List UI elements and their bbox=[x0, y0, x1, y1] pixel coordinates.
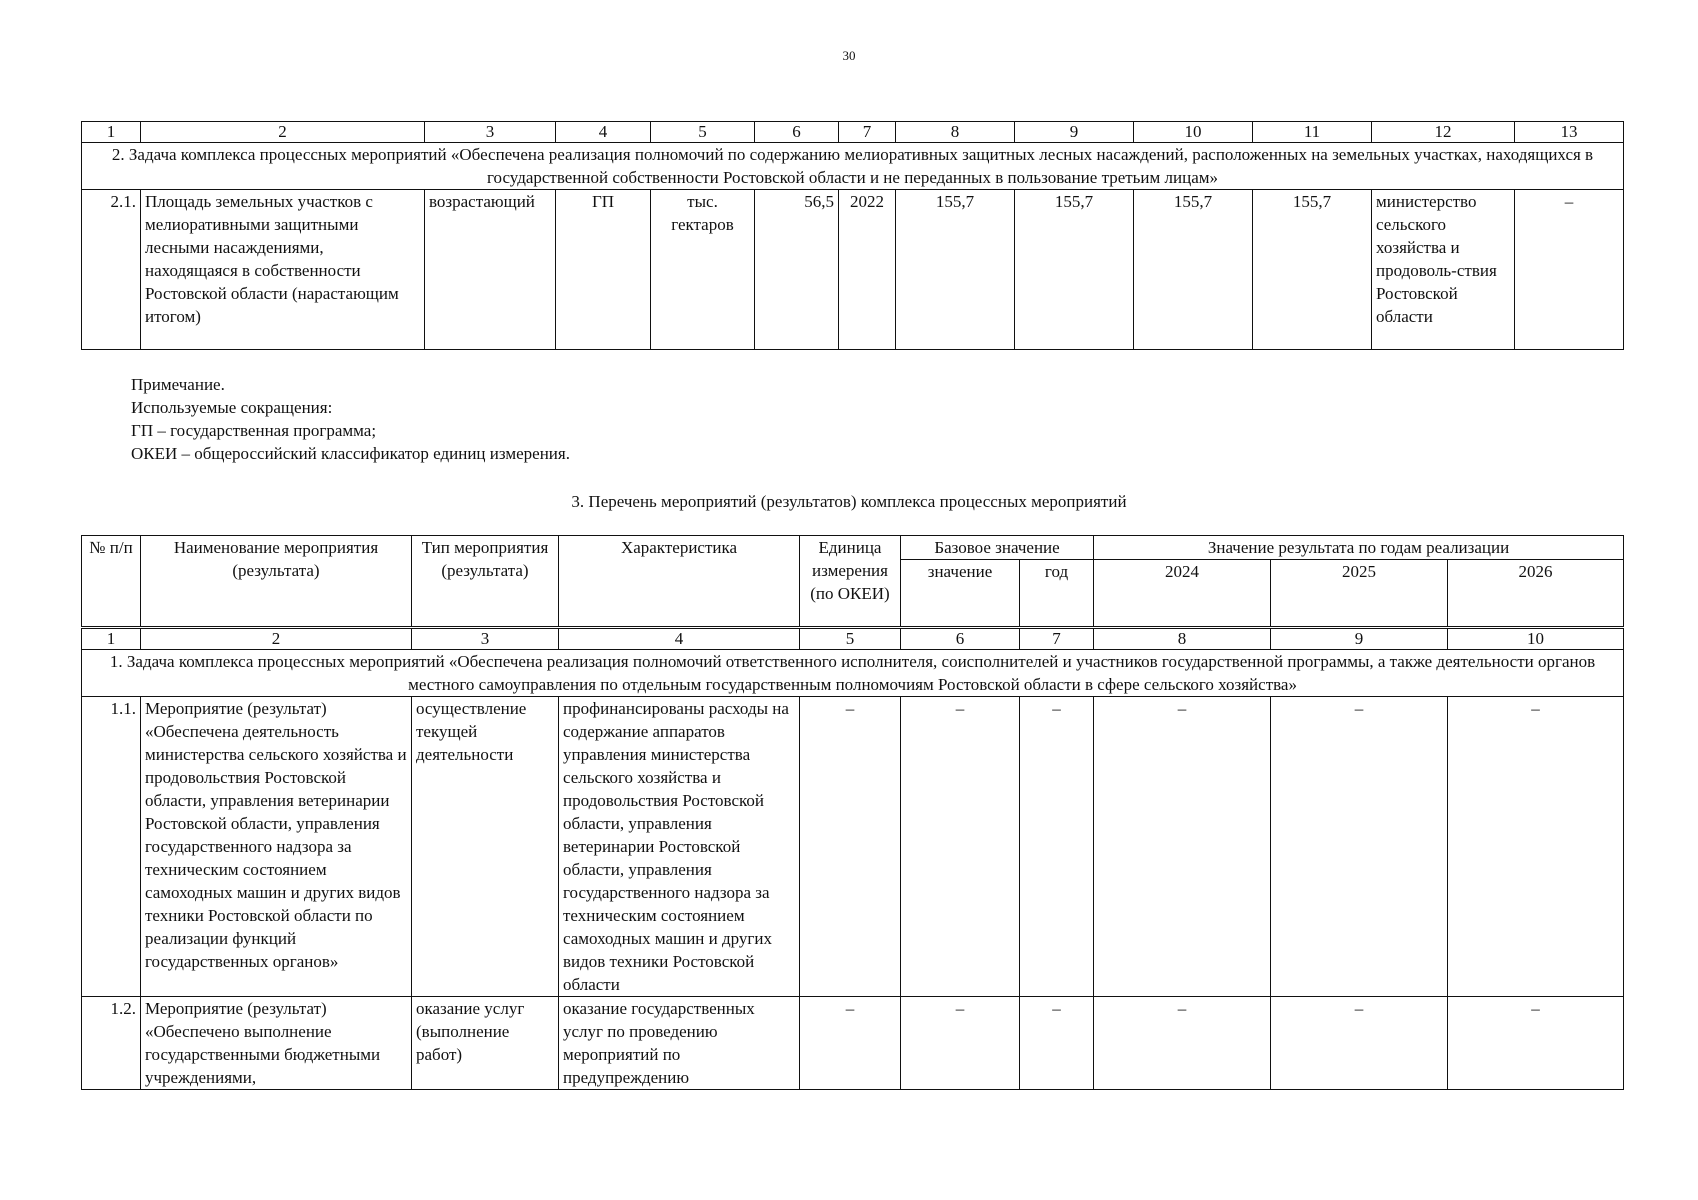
measure-value-2026: – bbox=[1448, 997, 1624, 1090]
task-row bbox=[82, 143, 1624, 190]
measure-unit: – bbox=[800, 697, 901, 997]
measure-type: осуществление текущей деятельности bbox=[412, 697, 559, 997]
col-number: 5 bbox=[651, 122, 755, 143]
note-heading: Примечание. bbox=[131, 375, 225, 394]
indicators-table bbox=[81, 121, 1624, 350]
header-row bbox=[82, 536, 1624, 560]
indicator-trend: возрастающий bbox=[425, 190, 556, 350]
col-number: 3 bbox=[412, 628, 559, 650]
col-number: 8 bbox=[896, 122, 1015, 143]
base-value: 56,5 bbox=[755, 190, 839, 350]
responsible-executor: министерство сельского хозяйства и продоволь-ствия Ростовской области bbox=[1372, 190, 1515, 350]
col-number: 7 bbox=[839, 122, 896, 143]
col-number: 7 bbox=[1020, 628, 1094, 650]
measure-type: оказание услуг (выполнение работ) bbox=[412, 997, 559, 1090]
measure-value-2026: – bbox=[1448, 697, 1624, 997]
note-abbreviations-label: Используемые сокращения: bbox=[131, 398, 333, 417]
measure-unit: – bbox=[800, 997, 901, 1090]
row-number: 1.2. bbox=[82, 997, 141, 1090]
header-year-2024: 2024 bbox=[1094, 560, 1271, 628]
column-numbers-row bbox=[82, 628, 1624, 650]
note-abbreviation-okei: ОКЕИ – общероссийский классификатор единиц измерения. bbox=[131, 444, 570, 463]
header-number: № п/п bbox=[82, 536, 141, 628]
col-number: 9 bbox=[1271, 628, 1448, 650]
row-number: 1.1. bbox=[82, 697, 141, 997]
task-heading: 2. Задача комплекса процессных мероприятий «Обеспечена реализация полномочий по содержанию мелиоративных защитных лесных насаждений, расположенных на земельных участках, находящихся в государственной собственности Ростовской области и не переданных в пользование третьим лицам» bbox=[82, 143, 1624, 190]
col-number: 2 bbox=[141, 628, 412, 650]
col-number: 3 bbox=[425, 122, 556, 143]
col-number: 12 bbox=[1372, 122, 1515, 143]
table-row bbox=[82, 997, 1624, 1090]
col-number: 10 bbox=[1134, 122, 1253, 143]
measure-base-value: – bbox=[901, 997, 1020, 1090]
column-numbers-row bbox=[82, 122, 1624, 143]
task-row bbox=[82, 650, 1624, 697]
col-number: 4 bbox=[559, 628, 800, 650]
measure-base-year: – bbox=[1020, 697, 1094, 997]
col-number: 1 bbox=[82, 628, 141, 650]
measure-name: Мероприятие (результат) «Обеспечена деятельность министерства сельского хозяйства и продовольствия Ростовской области, управления ветеринарии Ростовской области, управления государственного надзора за техническим состоянием самоходных машин и других видов техники Ростовской области по реализации функций государственных органов» bbox=[141, 697, 412, 997]
table-row bbox=[82, 190, 1624, 350]
measure-base-year: – bbox=[1020, 997, 1094, 1090]
row-number: 2.1. bbox=[82, 190, 141, 350]
header-base-value: значение bbox=[901, 560, 1020, 628]
header-base-group: Базовое значение bbox=[901, 536, 1094, 560]
notes-block bbox=[131, 373, 570, 465]
measure-characteristic: оказание государственных услуг по проведению мероприятий по предупреждению bbox=[559, 997, 800, 1090]
value-col-11: 155,7 bbox=[1253, 190, 1372, 350]
col-number: 2 bbox=[141, 122, 425, 143]
page-number: 30 bbox=[842, 48, 856, 63]
section-title: 3. Перечень мероприятий (результатов) комплекса процессных мероприятий bbox=[571, 492, 1127, 511]
col-number: 11 bbox=[1253, 122, 1372, 143]
col-number: 10 bbox=[1448, 628, 1624, 650]
value-col-10: 155,7 bbox=[1134, 190, 1253, 350]
measure-value-2024: – bbox=[1094, 997, 1271, 1090]
measure-value-2025: – bbox=[1271, 697, 1448, 997]
note-abbreviation-gp: ГП – государственная программа; bbox=[131, 421, 377, 440]
measure-value-2024: – bbox=[1094, 697, 1271, 997]
measure-name: Мероприятие (результат) «Обеспечено выполнение государственными бюджетными учреждениями, bbox=[141, 997, 412, 1090]
col-number: 6 bbox=[755, 122, 839, 143]
table-row bbox=[82, 697, 1624, 997]
header-type: Тип мероприятия (результата) bbox=[412, 536, 559, 628]
header-years-group: Значение результата по годам реализации bbox=[1094, 536, 1624, 560]
col-number: 6 bbox=[901, 628, 1020, 650]
base-year: 2022 bbox=[839, 190, 896, 350]
value-col-9: 155,7 bbox=[1015, 190, 1134, 350]
indicator-name: Площадь земельных участков с мелиоративными защитными лесными насаждениями, находящаяся в собственности Ростовской области (нарастающим итогом) bbox=[141, 190, 425, 350]
indicator-unit: тыс. гектаров bbox=[651, 190, 755, 350]
header-year-2025: 2025 bbox=[1271, 560, 1448, 628]
task-heading: 1. Задача комплекса процессных мероприятий «Обеспечена реализация полномочий ответственного исполнителя, соисполнителей и участников государственной программы, а также деятельности органов местного самоуправления по отдельным государственным полномочиям Ростовской области в сфере сельского хозяйства» bbox=[82, 650, 1624, 697]
value-col-8: 155,7 bbox=[896, 190, 1015, 350]
header-year-2026: 2026 bbox=[1448, 560, 1624, 628]
col-number: 5 bbox=[800, 628, 901, 650]
header-name: Наименование мероприятия (результата) bbox=[141, 536, 412, 628]
col-number: 8 bbox=[1094, 628, 1271, 650]
measure-base-value: – bbox=[901, 697, 1020, 997]
col-number: 1 bbox=[82, 122, 141, 143]
header-unit: Единица измерения (по ОКЕИ) bbox=[800, 536, 901, 628]
col-number: 9 bbox=[1015, 122, 1134, 143]
measures-table bbox=[81, 535, 1624, 1090]
col-number: 4 bbox=[556, 122, 651, 143]
col-number: 13 bbox=[1515, 122, 1624, 143]
measure-value-2025: – bbox=[1271, 997, 1448, 1090]
header-base-year: год bbox=[1020, 560, 1094, 628]
indicator-level: ГП bbox=[556, 190, 651, 350]
header-characteristic: Характеристика bbox=[559, 536, 800, 628]
measure-characteristic: профинансированы расходы на содержание аппаратов управления министерства сельского хозяйства и продовольствия Ростовской области, управления ветеринарии Ростовской области, управления государственного надзора за техническим состоянием самоходных машин и других видов техники Ростовской области bbox=[559, 697, 800, 997]
col-13-value: – bbox=[1515, 190, 1624, 350]
